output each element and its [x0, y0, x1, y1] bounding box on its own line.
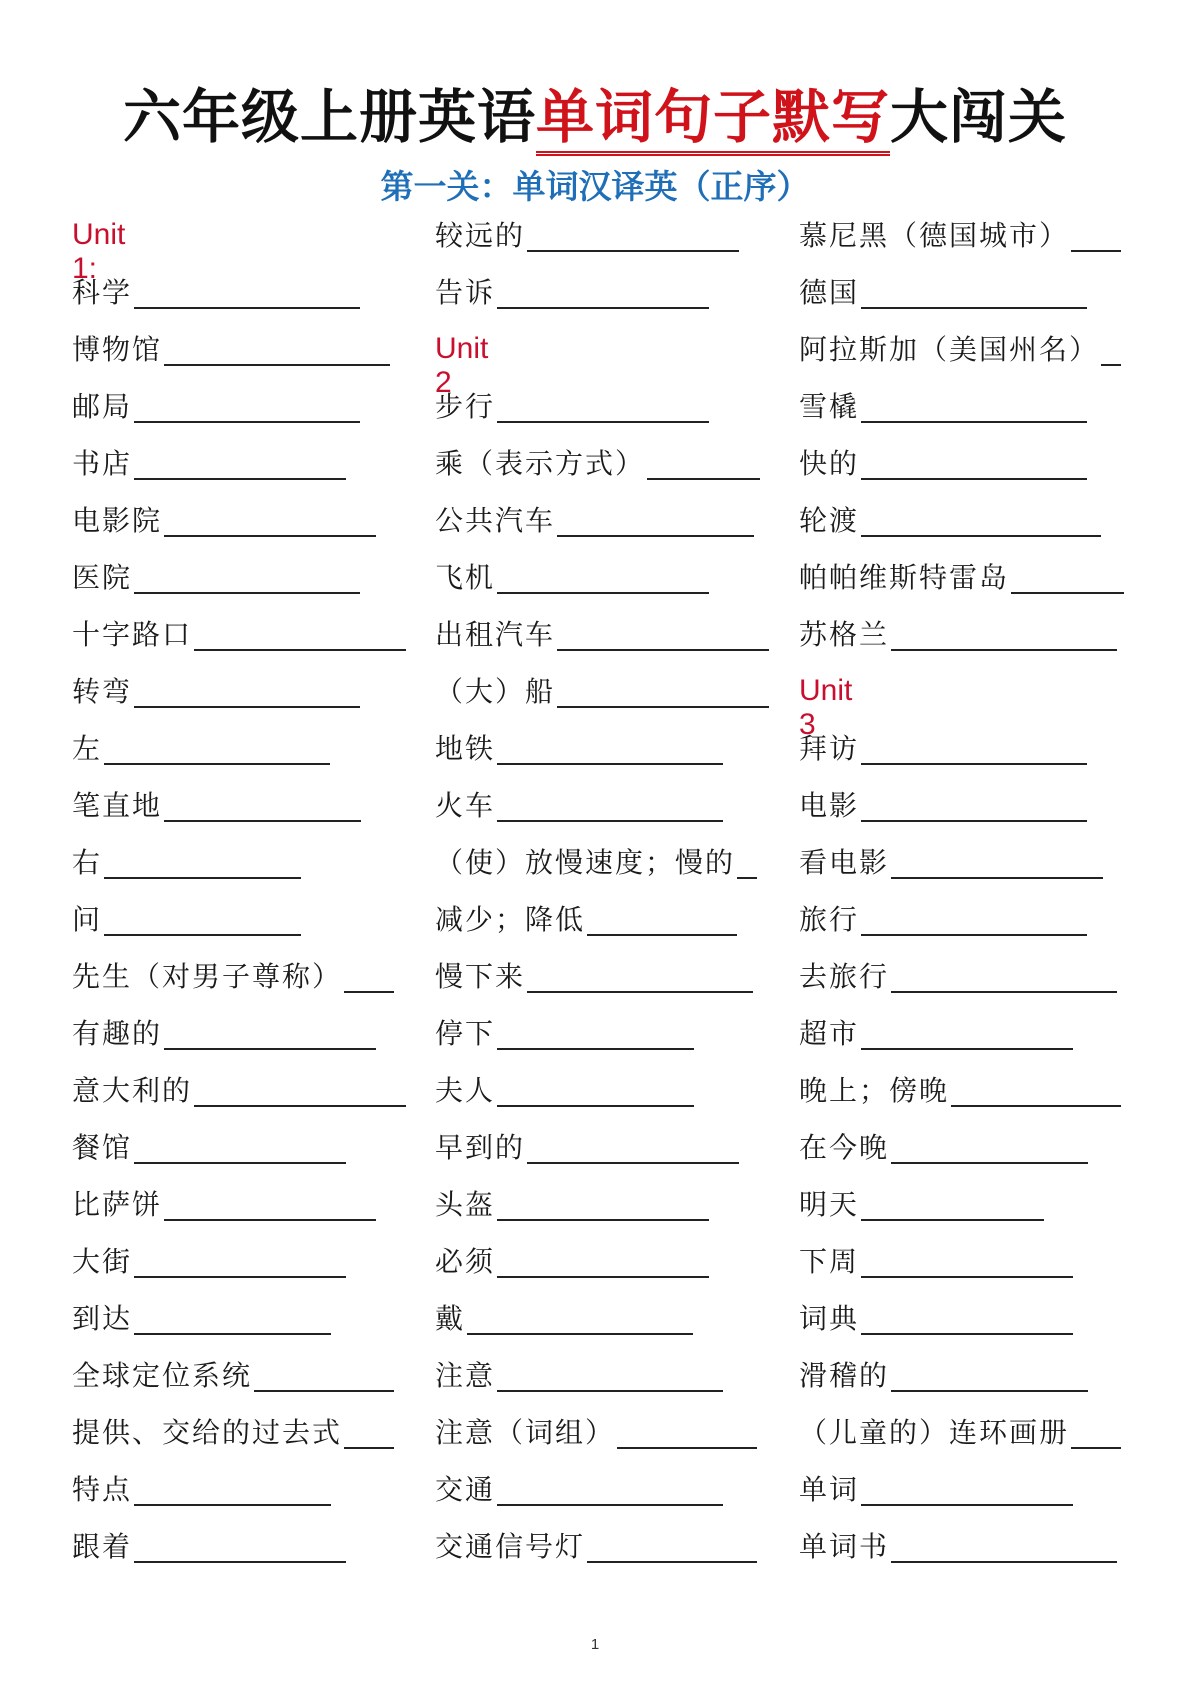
answer-blank-line[interactable] — [557, 649, 769, 651]
chinese-word: 全球定位系统 — [72, 1359, 253, 1392]
answer-blank-line[interactable] — [164, 535, 376, 537]
answer-blank-line[interactable] — [254, 1390, 394, 1392]
answer-blank-line[interactable] — [891, 991, 1117, 993]
chinese-word: 晚上；傍晚 — [799, 1074, 950, 1107]
chinese-word: 医院 — [72, 561, 133, 594]
chinese-word: 书店 — [72, 447, 133, 480]
answer-blank-line[interactable] — [951, 1105, 1121, 1107]
answer-blank-line[interactable] — [497, 421, 709, 423]
answer-blank-line[interactable] — [497, 1276, 709, 1278]
chinese-word: 必须 — [435, 1245, 496, 1278]
chinese-word: 步行 — [435, 390, 496, 423]
chinese-word: 右 — [72, 846, 103, 879]
chinese-word: 十字路口 — [72, 618, 193, 651]
chinese-word: 明天 — [799, 1188, 860, 1221]
chinese-word: 早到的 — [435, 1131, 526, 1164]
answer-blank-line[interactable] — [1071, 1447, 1121, 1449]
chinese-word: 先生（对男子尊称） — [72, 960, 343, 993]
chinese-word: 出租汽车 — [435, 618, 556, 651]
answer-blank-line[interactable] — [861, 1333, 1073, 1335]
answer-blank-line[interactable] — [861, 1276, 1073, 1278]
chinese-word: 博物馆 — [72, 333, 163, 366]
answer-blank-line[interactable] — [1011, 592, 1124, 594]
chinese-word: 问 — [72, 903, 103, 936]
chinese-word: （儿童的）连环画册 — [799, 1416, 1070, 1449]
chinese-word: 快的 — [799, 447, 860, 480]
answer-blank-line[interactable] — [497, 307, 709, 309]
section-subtitle: 第一关：单词汉译英（正序） — [380, 167, 810, 206]
answer-blank-line[interactable] — [861, 421, 1087, 423]
title-part-2: 大闯关 — [890, 83, 1068, 151]
chinese-word: 飞机 — [435, 561, 496, 594]
answer-blank-line[interactable] — [134, 1276, 346, 1278]
chinese-word: 邮局 — [72, 390, 133, 423]
chinese-word: 告诉 — [435, 276, 496, 309]
unit-heading: Unit 2 — [435, 332, 489, 399]
chinese-word: 提供、交给的过去式 — [72, 1416, 343, 1449]
answer-blank-line[interactable] — [497, 1048, 694, 1050]
answer-blank-line[interactable] — [527, 991, 753, 993]
chinese-word: 轮渡 — [799, 504, 860, 537]
chinese-word: 电影院 — [72, 504, 163, 537]
chinese-word: 下周 — [799, 1245, 860, 1278]
chinese-word: 滑稽的 — [799, 1359, 890, 1392]
answer-blank-line[interactable] — [891, 1390, 1088, 1392]
answer-blank-line[interactable] — [497, 1390, 723, 1392]
answer-blank-line[interactable] — [557, 535, 754, 537]
answer-blank-line[interactable] — [861, 535, 1101, 537]
answer-blank-line[interactable] — [104, 934, 301, 936]
answer-blank-line[interactable] — [861, 820, 1087, 822]
chinese-word: 特点 — [72, 1473, 133, 1506]
answer-blank-line[interactable] — [497, 592, 709, 594]
answer-blank-line[interactable] — [617, 1447, 757, 1449]
chinese-word: 慢下来 — [435, 960, 526, 993]
chinese-word: 苏格兰 — [799, 618, 890, 651]
answer-blank-line[interactable] — [134, 706, 360, 708]
chinese-word: 拜访 — [799, 732, 860, 765]
chinese-word: 德国 — [799, 276, 860, 309]
answer-blank-line[interactable] — [164, 1048, 376, 1050]
chinese-word: 较远的 — [435, 219, 526, 252]
answer-blank-line[interactable] — [134, 1333, 331, 1335]
answer-blank-line[interactable] — [891, 877, 1103, 879]
answer-blank-line[interactable] — [164, 364, 390, 366]
chinese-word: 比萨饼 — [72, 1188, 163, 1221]
answer-blank-line[interactable] — [891, 1162, 1088, 1164]
chinese-word: 在今晚 — [799, 1131, 890, 1164]
answer-blank-line[interactable] — [344, 991, 394, 993]
chinese-word: 帕帕维斯特雷岛 — [799, 561, 1010, 594]
answer-blank-line[interactable] — [891, 1561, 1117, 1563]
chinese-word: 雪橇 — [799, 390, 860, 423]
answer-blank-line[interactable] — [527, 250, 739, 252]
chinese-word: 戴 — [435, 1302, 466, 1335]
answer-blank-line[interactable] — [134, 1561, 346, 1563]
chinese-word: 注意（词组） — [435, 1416, 616, 1449]
answer-blank-line[interactable] — [194, 1105, 406, 1107]
answer-blank-line[interactable] — [647, 478, 760, 480]
unit-heading: Unit 3 — [799, 674, 853, 741]
answer-blank-line[interactable] — [1071, 250, 1121, 252]
chinese-word: （大）船 — [435, 675, 556, 708]
answer-blank-line[interactable] — [497, 820, 723, 822]
title-highlight: 单词句子默写 — [536, 83, 890, 156]
answer-blank-line[interactable] — [497, 763, 723, 765]
chinese-word: 转弯 — [72, 675, 133, 708]
answer-blank-line[interactable] — [587, 934, 737, 936]
answer-blank-line[interactable] — [861, 1219, 1044, 1221]
chinese-word: 头盔 — [435, 1188, 496, 1221]
answer-blank-line[interactable] — [527, 1162, 739, 1164]
chinese-word: 单词 — [799, 1473, 860, 1506]
answer-blank-line[interactable] — [104, 763, 330, 765]
chinese-word: 科学 — [72, 276, 133, 309]
chinese-word: 词典 — [799, 1302, 860, 1335]
chinese-word: 超市 — [799, 1017, 860, 1050]
chinese-word: （使）放慢速度；慢的 — [435, 846, 736, 879]
answer-blank-line[interactable] — [1101, 364, 1121, 366]
chinese-word: 停下 — [435, 1017, 496, 1050]
answer-blank-line[interactable] — [134, 478, 346, 480]
page-title — [0, 80, 1190, 154]
page-number: 1 — [590, 1636, 600, 1653]
answer-blank-line[interactable] — [737, 877, 757, 879]
chinese-word: 笔直地 — [72, 789, 163, 822]
chinese-word: 跟着 — [72, 1530, 133, 1563]
answer-blank-line[interactable] — [861, 307, 1087, 309]
chinese-word: 慕尼黑（德国城市） — [799, 219, 1070, 252]
answer-blank-line[interactable] — [134, 421, 360, 423]
answer-blank-line[interactable] — [134, 592, 360, 594]
chinese-word: 阿拉斯加（美国州名） — [799, 333, 1100, 366]
answer-blank-line[interactable] — [557, 706, 769, 708]
chinese-word: 大街 — [72, 1245, 133, 1278]
answer-blank-line[interactable] — [497, 1504, 723, 1506]
answer-blank-line[interactable] — [134, 1504, 331, 1506]
answer-blank-line[interactable] — [164, 1219, 376, 1221]
chinese-word: 到达 — [72, 1302, 133, 1335]
answer-blank-line[interactable] — [861, 1048, 1073, 1050]
answer-blank-line[interactable] — [467, 1333, 693, 1335]
chinese-word: 看电影 — [799, 846, 890, 879]
answer-blank-line[interactable] — [587, 1561, 757, 1563]
chinese-word: 交通信号灯 — [435, 1530, 586, 1563]
answer-blank-line[interactable] — [861, 763, 1087, 765]
chinese-word: 左 — [72, 732, 103, 765]
answer-blank-line[interactable] — [861, 934, 1087, 936]
title-part-1: 六年级上册英语 — [122, 83, 536, 151]
chinese-word: 地铁 — [435, 732, 496, 765]
chinese-word: 夫人 — [435, 1074, 496, 1107]
answer-blank-line[interactable] — [497, 1105, 694, 1107]
answer-blank-line[interactable] — [861, 1504, 1073, 1506]
chinese-word: 旅行 — [799, 903, 860, 936]
chinese-word: 交通 — [435, 1473, 496, 1506]
chinese-word: 减少；降低 — [435, 903, 586, 936]
answer-blank-line[interactable] — [164, 820, 361, 822]
answer-blank-line[interactable] — [891, 649, 1117, 651]
chinese-word: 去旅行 — [799, 960, 890, 993]
chinese-word: 有趣的 — [72, 1017, 163, 1050]
chinese-word: 意大利的 — [72, 1074, 193, 1107]
unit-heading: Unit 1: — [72, 218, 126, 285]
chinese-word: 公共汽车 — [435, 504, 556, 537]
answer-blank-line[interactable] — [861, 478, 1087, 480]
answer-blank-line[interactable] — [194, 649, 406, 651]
answer-blank-line[interactable] — [134, 307, 360, 309]
chinese-word: 乘（表示方式） — [435, 447, 646, 480]
answer-blank-line[interactable] — [344, 1447, 394, 1449]
answer-blank-line[interactable] — [104, 877, 301, 879]
chinese-word: 餐馆 — [72, 1131, 133, 1164]
chinese-word: 单词书 — [799, 1530, 890, 1563]
chinese-word: 火车 — [435, 789, 496, 822]
chinese-word: 注意 — [435, 1359, 496, 1392]
answer-blank-line[interactable] — [134, 1162, 346, 1164]
chinese-word: 电影 — [799, 789, 860, 822]
answer-blank-line[interactable] — [497, 1219, 709, 1221]
